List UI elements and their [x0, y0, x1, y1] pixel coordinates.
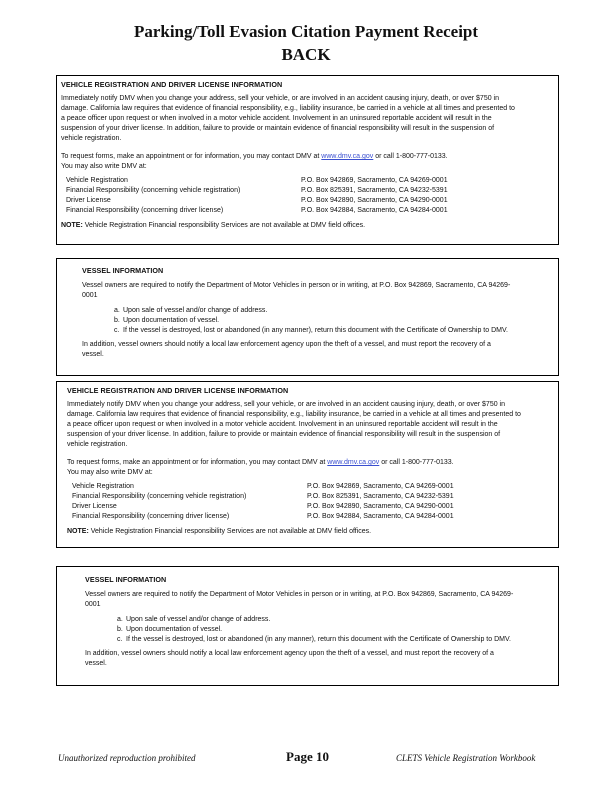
vessel-heading: VESSEL INFORMATION	[85, 575, 167, 584]
dmv-website-link[interactable]: www.dmv.ca.gov	[327, 459, 380, 466]
dmv-note: NOTE: Vehicle Registration Financial responsibility Services are not available at DMV field offices.	[61, 222, 366, 229]
dmv-info-section-1	[61, 80, 516, 231]
page-subtitle: BACK	[281, 45, 331, 64]
vessel-closing: In addition, vessel owners should notify a local law enforcement agency upon the theft of a vessel, and must report the recovery of a vessel.	[82, 341, 491, 358]
table-row: Financial Responsibility (concerning driver license) P.O. Box 942884, Sacramento, CA 94284-0001	[72, 513, 454, 520]
list-item: a. Upon sale of vessel and/or change of address.	[117, 616, 271, 623]
table-row: Vehicle Registration P.O. Box 942869, Sacramento, CA 94269-0001	[72, 483, 454, 490]
vessel-heading: VESSEL INFORMATION	[82, 266, 164, 275]
vessel-closing: In addition, vessel owners should notify a local law enforcement agency upon the theft of a vessel, and must report the recovery of a vessel.	[85, 650, 494, 667]
dmv-heading: VEHICLE REGISTRATION AND DRIVER LICENSE INFORMATION	[67, 386, 289, 395]
list-item: b. Upon documentation of vessel.	[114, 317, 220, 324]
footer-workbook-title: CLETS Vehicle Registration Workbook	[396, 753, 536, 763]
vessel-info-section-1	[82, 266, 512, 360]
list-item: b. Upon documentation of vessel.	[117, 626, 223, 633]
dmv-info-section-2	[67, 386, 522, 537]
dmv-website-link[interactable]: www.dmv.ca.gov	[321, 153, 374, 160]
vessel-list	[85, 615, 515, 645]
dmv-intro: Immediately notify DMV when you change your address, sell your vehicle, or are involved in an accident causing injury, death, or over $750 in damage. California law requires that evidence of financial responsibility, e.g., liability insurance, be carried in a vehicle at all times and presented to a peace officer upon request or when involved in a motor vehicle accident. Involvement in an uninsured reportable accident will result in the suspension of your driver license. In addition, failure to provide or maintain evidence of financial responsibility will result in the suspension of vehicle registration.	[61, 95, 515, 142]
dmv-intro: Immediately notify DMV when you change your address, sell your vehicle, or are involved in an accident causing injury, death, or over $750 in damage. California law requires that evidence of financial responsibility, e.g., liability insurance, be carried in a vehicle at all times and presented to a peace officer upon request or when involved in a motor vehicle accident. Involvement in an uninsured reportable accident will result in the suspension of your driver license. In addition, failure to provide or maintain evidence of financial responsibility will result in the suspension of vehicle registration.	[67, 401, 521, 448]
table-row: Driver License P.O. Box 942890, Sacramento, CA 94290-0001	[66, 197, 448, 204]
dmv-write-line: You may also write DMV at:	[61, 163, 147, 170]
table-row: Financial Responsibility (concerning driver license) P.O. Box 942884, Sacramento, CA 94284-0001	[66, 207, 448, 214]
list-item: c. If the vessel is destroyed, lost or abandoned (in any manner), return this document with the Certificate of Ownership to DMV.	[114, 327, 508, 334]
vessel-list	[82, 306, 512, 336]
table-row: Driver License P.O. Box 942890, Sacramento, CA 94290-0001	[72, 503, 454, 510]
dmv-address-table	[61, 176, 496, 216]
vessel-intro: Vessel owners are required to notify the Department of Motor Vehicles in person or in writing, at P.O. Box 942869, Sacramento, CA 94269-0001	[82, 282, 511, 299]
dmv-address-table	[67, 482, 502, 522]
page-title: Parking/Toll Evasion Citation Payment Receipt	[133, 22, 479, 41]
list-item: a. Upon sale of vessel and/or change of address.	[114, 307, 268, 314]
footer-page-number: Page 10	[286, 749, 329, 764]
table-row: Financial Responsibility (concerning vehicle registration) P.O. Box 825391, Sacramento, CA 94232-5391	[66, 187, 448, 194]
dmv-contact: To request forms, make an appointment or for information, you may contact DMV at www.dmv.ca.gov or call 1-800-777-0133.	[67, 459, 454, 466]
table-row: Vehicle Registration P.O. Box 942869, Sacramento, CA 94269-0001	[66, 177, 448, 184]
vessel-info-section-2	[85, 575, 515, 669]
dmv-write-line: You may also write DMV at:	[67, 469, 153, 476]
dmv-heading: VEHICLE REGISTRATION AND DRIVER LICENSE INFORMATION	[61, 80, 283, 89]
dmv-note: NOTE: Vehicle Registration Financial responsibility Services are not available at DMV field offices.	[67, 528, 372, 535]
dmv-contact: To request forms, make an appointment or for information, you may contact DMV at www.dmv.ca.gov or call 1-800-777-0133.	[61, 153, 448, 160]
vessel-intro: Vessel owners are required to notify the Department of Motor Vehicles in person or in writing, at P.O. Box 942869, Sacramento, CA 94269-0001	[85, 591, 514, 608]
footer-reproduction-notice: Unauthorized reproduction prohibited	[58, 753, 196, 763]
list-item: c. If the vessel is destroyed, lost or abandoned (in any manner), return this document with the Certificate of Ownership to DMV.	[117, 636, 511, 643]
table-row: Financial Responsibility (concerning vehicle registration) P.O. Box 825391, Sacramento, CA 94232-5391	[72, 493, 454, 500]
